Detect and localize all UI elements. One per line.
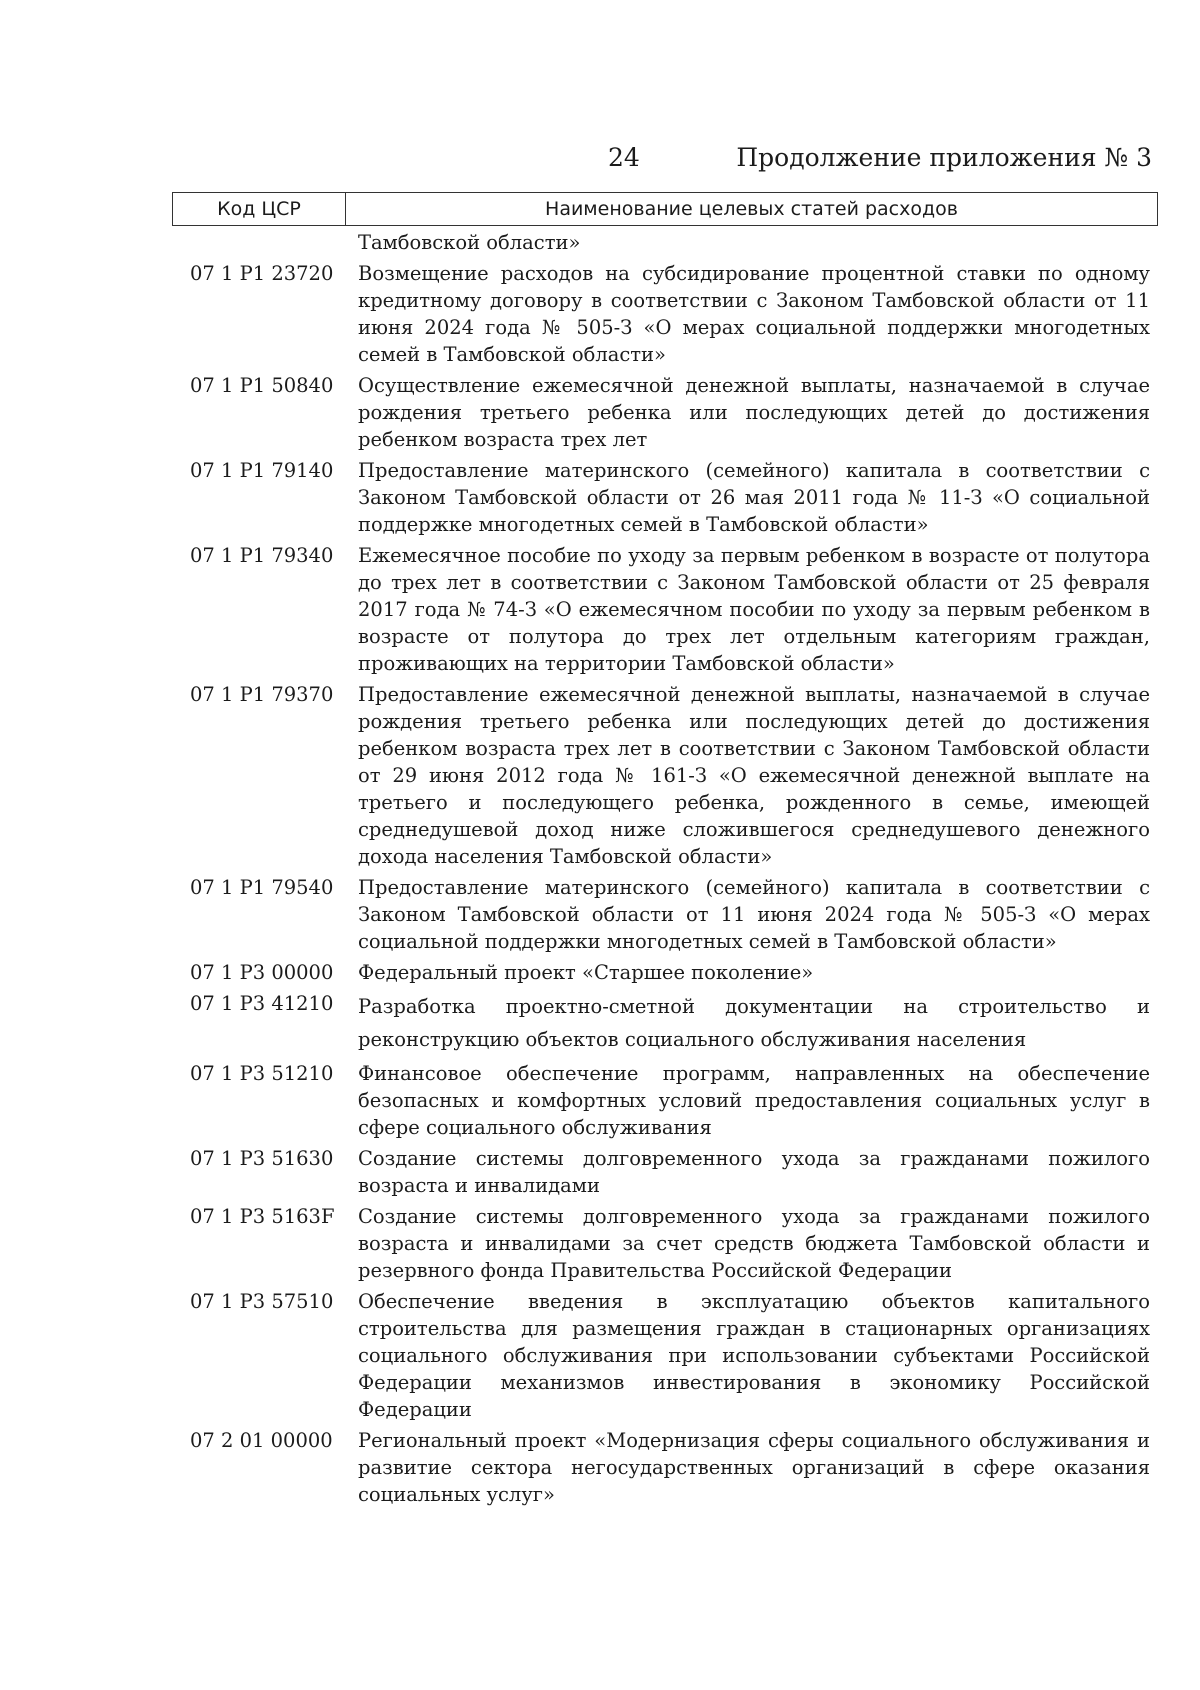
row-code: 07 1 P1 50840 [190, 374, 334, 397]
page-header [0, 140, 1200, 180]
table-row-carry-over [190, 229, 1150, 256]
row-code: 07 1 P1 79540 [190, 876, 334, 899]
table-row [190, 959, 1150, 986]
table-row [190, 874, 1150, 955]
row-code: 07 1 P1 79340 [190, 544, 334, 567]
row-description: Финансовое обеспечение программ, направленных на обеспечение безопасных и комфортных условий предоставления социальных услуг в сфере социального обслуживания [358, 1062, 1150, 1139]
table-row [190, 1060, 1150, 1141]
row-description: Тамбовской области» [358, 231, 581, 254]
row-code: 07 1 P3 00000 [190, 961, 334, 984]
table-row [190, 260, 1150, 368]
row-description: Возмещение расходов на субсидирование процентной ставки по одному кредитному договору в соответствии с Законом Тамбовской области от 11 июня 2024 года № 505-З «О мерах социальной поддержки многодетных семей в Тамбовской области» [358, 262, 1150, 366]
table-row [190, 990, 1150, 1056]
column-header-name: Наименование целевых статей расходов [545, 198, 958, 220]
row-description: Создание системы долговременного ухода за гражданами пожилого возраста и инвалидами за счет средств бюджета Тамбовской области и резервного фонда Правительства Российской Федерации [358, 1205, 1150, 1282]
row-description: Разработка проектно-сметной документации на строительство и реконструкцию объектов социального обслуживания населения [358, 995, 1150, 1051]
table-row [190, 372, 1150, 453]
appendix-continuation-title: Продолжение приложения № 3 [736, 143, 1152, 172]
row-code: 07 1 P1 23720 [190, 262, 334, 285]
row-description: Ежемесячное пособие по уходу за первым ребенком в возрасте от полутора до трех лет в соответствии с Законом Тамбовской области от 25 февраля 2017 года № 74-З «О ежемесячном пособии по уходу за первым ребенком в возрасте от полутора до трех лет отдельным категориям граждан, проживающих на территории Тамбовской области» [358, 544, 1150, 675]
row-code: 07 1 P1 79370 [190, 683, 334, 706]
table-row [190, 1288, 1150, 1423]
row-description: Обеспечение введения в эксплуатацию объектов капитального строительства для размещения граждан в стационарных организациях социального обслуживания при использовании субъектами Российской Федерации механизмов инвестирования в экономику Российской Федерации [358, 1290, 1150, 1421]
row-code: 07 1 P3 5163F [190, 1205, 335, 1228]
table-body [190, 229, 1150, 1512]
row-description: Федеральный проект «Старшее поколение» [358, 961, 814, 984]
row-description: Региональный проект «Модернизация сферы социального обслуживания и развитие сектора негосударственных организаций в сфере оказания социальных услуг» [358, 1429, 1150, 1506]
table-row [190, 457, 1150, 538]
row-code: 07 1 P3 57510 [190, 1290, 334, 1313]
page-number: 24 [608, 143, 640, 172]
column-header-code: Код ЦСР [173, 193, 346, 225]
table-header [172, 192, 1158, 226]
table-row [190, 1145, 1150, 1199]
row-description: Предоставление материнского (семейного) капитала в соответствии с Законом Тамбовской области от 11 июня 2024 года № 505-З «О мерах социальной поддержки многодетных семей в Тамбовской области» [358, 876, 1150, 953]
row-description: Предоставление ежемесячной денежной выплаты, назначаемой в случае рождения третьего ребенка или последующих детей до достижения ребенком возраста трех лет в соответствии с Законом Тамбовской области от 29 июня 2012 года № 161-З «О ежемесячной денежной выплате на третьего и последующего ребенка, рожденного в семье, имеющей среднедушевой доход ниже сложившегося среднедушевого денежного дохода населения Тамбовской области» [358, 683, 1150, 868]
row-code: 07 1 P1 79140 [190, 459, 334, 482]
row-code [190, 229, 356, 256]
row-code: 07 1 P3 41210 [190, 992, 334, 1015]
table-row [190, 1427, 1150, 1508]
table-row [190, 681, 1150, 870]
row-code: 07 1 P3 51210 [190, 1062, 334, 1085]
row-code: 07 1 P3 51630 [190, 1147, 334, 1170]
table-row [190, 542, 1150, 677]
row-code: 07 2 01 00000 [190, 1429, 333, 1452]
row-description: Предоставление материнского (семейного) капитала в соответствии с Законом Тамбовской области от 26 мая 2011 года № 11-З «О социальной поддержке многодетных семей в Тамбовской области» [358, 459, 1150, 536]
table-row [190, 1203, 1150, 1284]
row-description: Создание системы долговременного ухода за гражданами пожилого возраста и инвалидами [358, 1147, 1150, 1197]
row-description: Осуществление ежемесячной денежной выплаты, назначаемой в случае рождения третьего ребенка или последующих детей до достижения ребенком возраста трех лет [358, 374, 1150, 451]
